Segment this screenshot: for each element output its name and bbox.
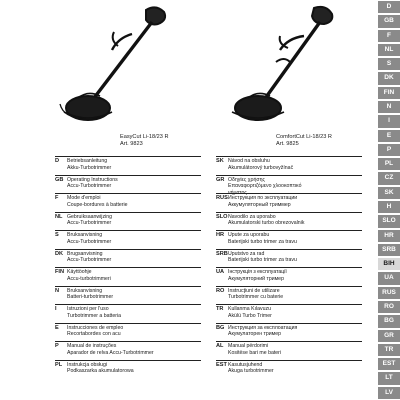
language-tab-f[interactable]: F xyxy=(378,30,400,42)
language-entry xyxy=(216,156,362,175)
language-code: N xyxy=(55,287,60,294)
product-name: EasyCut Li-18/23 R xyxy=(120,134,169,140)
language-code: SRB xyxy=(216,250,228,257)
language-entry xyxy=(216,341,362,360)
product-type: Akumulátorový turbovyžínač xyxy=(228,164,294,171)
product-caption-easycut xyxy=(120,134,169,148)
language-code: DK xyxy=(55,250,64,257)
language-entry xyxy=(55,304,201,323)
language-entry xyxy=(216,360,362,379)
language-entry xyxy=(216,193,362,212)
language-tab-lt[interactable]: LT xyxy=(378,372,400,384)
language-entry xyxy=(55,230,201,249)
language-tab-gr[interactable]: GR xyxy=(378,330,400,342)
language-entry xyxy=(55,341,201,360)
product-type-cont: νήματος xyxy=(228,189,247,196)
manual-title: Manual përdorimi xyxy=(228,343,269,349)
product-type: Recortabordes con acu xyxy=(67,331,121,338)
language-entry xyxy=(55,156,201,175)
language-tab-est[interactable]: EST xyxy=(378,358,400,370)
language-tab-n[interactable]: N xyxy=(378,101,400,113)
language-code: FIN xyxy=(55,269,65,275)
product-type: Акумуляторний тример xyxy=(228,275,284,282)
language-tab-rus[interactable]: RUS xyxy=(378,287,400,299)
manual-title: Manual de instruções xyxy=(67,343,117,349)
product-type: Podkaszarka akumulatorowa xyxy=(67,368,134,375)
language-tab-bg[interactable]: BG xyxy=(378,315,400,327)
language-code: SK xyxy=(216,158,224,164)
language-code: I xyxy=(55,306,57,312)
language-entry xyxy=(216,212,362,231)
manual-title: Betriebsanleitung xyxy=(67,158,108,164)
language-code: BG xyxy=(216,324,225,331)
language-code: EST xyxy=(216,361,227,368)
easycut-trimmer-illustration xyxy=(48,0,208,130)
product-type: Turbotrimmer a batteria xyxy=(67,312,122,319)
language-entry xyxy=(55,360,201,379)
product-type: Accu-Turbotrimmer xyxy=(67,257,112,264)
manual-title: Οδηγίες χρήσης xyxy=(228,176,265,183)
language-tab-d[interactable]: D xyxy=(378,1,400,13)
manual-title: Bruksanvisning xyxy=(67,287,103,294)
manual-title: Kasutusjuhend xyxy=(228,361,263,368)
manual-title: Instrukcja obsługi xyxy=(67,361,108,368)
product-type: Akumulatorski turbo obrezovalnik xyxy=(228,220,305,227)
language-code: PL xyxy=(55,361,63,368)
product-type: Coupe-bordures à batterie xyxy=(67,201,128,208)
manual-title: Mode d'emploi xyxy=(67,195,101,201)
language-tab-ro[interactable]: RO xyxy=(378,301,400,313)
language-code: AL xyxy=(216,343,224,349)
manual-title: Bruksanvisning xyxy=(67,232,103,238)
product-type: Batteri-turbotrimmer xyxy=(67,294,114,301)
language-code: TR xyxy=(216,306,224,312)
manual-title: Návod na obsluhu xyxy=(228,158,270,164)
language-entry xyxy=(216,249,362,268)
language-entry xyxy=(55,212,201,231)
manual-title: Istruzioni per l'uso xyxy=(67,306,109,312)
language-tab-pl[interactable]: PL xyxy=(378,158,400,170)
manual-title: Navodilo za uporabo xyxy=(228,213,276,220)
product-type: Akuga turbotrimmer xyxy=(228,368,274,375)
manual-title: Instrucciones de empleo xyxy=(67,324,124,331)
product-type: Turbotrimmer cu baterie xyxy=(228,294,284,301)
language-entry xyxy=(55,193,201,212)
language-entry xyxy=(55,249,201,268)
language-entry xyxy=(216,267,362,286)
product-type: Аккумуляторный триммер xyxy=(228,201,291,208)
language-code: RUS xyxy=(216,195,228,201)
manual-title: Operating Instructions xyxy=(67,176,118,183)
language-tab-ua[interactable]: UA xyxy=(378,272,400,284)
language-code: HR xyxy=(216,232,225,238)
language-entry xyxy=(216,304,362,323)
language-tab-e[interactable]: E xyxy=(378,130,400,142)
language-tab-cz[interactable]: CZ xyxy=(378,172,400,184)
manual-title: Instrucţiuni de utilizare xyxy=(228,287,280,294)
manual-title: Інструкція з експлуатації xyxy=(228,269,287,275)
manual-title: Uputstvo za rad xyxy=(228,250,265,257)
product-type: Baterijski turbo trimer za travu xyxy=(228,238,297,245)
product-type: Accu-turbotrimmeri xyxy=(67,275,111,282)
product-type: Akku-Turbotrimmer xyxy=(67,164,112,171)
comfortcut-trimmer-illustration xyxy=(214,0,374,130)
product-type: Kositëse bari me bateri xyxy=(228,349,282,356)
language-entry xyxy=(216,286,362,305)
language-tab-gb[interactable]: GB xyxy=(378,15,400,27)
manual-title: Kullanma Kılavuzu xyxy=(228,306,271,312)
manual-title: Upute za uporabu xyxy=(228,232,270,238)
language-list-right xyxy=(216,156,362,378)
product-type: Akülü Turbo Trimer xyxy=(228,312,272,319)
language-code: P xyxy=(55,343,59,349)
product-art-number: Art. 9825 xyxy=(276,141,299,147)
language-code: GB xyxy=(55,176,64,183)
language-tab-slo[interactable]: SLO xyxy=(378,215,400,227)
language-tab-strip xyxy=(378,0,400,400)
manual-title: Käyttöohje xyxy=(67,269,92,275)
language-list-left xyxy=(55,156,201,378)
language-code: S xyxy=(55,232,59,238)
language-entry xyxy=(216,230,362,249)
language-tab-h[interactable]: H xyxy=(378,201,400,213)
manual-title: Инструкция по эксплуатации xyxy=(228,195,298,201)
language-tab-s[interactable]: S xyxy=(378,58,400,70)
manual-title: Brugsanvisning xyxy=(67,250,103,257)
language-tab-fin[interactable]: FIN xyxy=(378,87,400,99)
product-type: Aparador de relva Accu-Turbotrimmer xyxy=(67,349,154,356)
language-tab-i[interactable]: I xyxy=(378,115,400,127)
product-type: Accu-Turbotrimmer xyxy=(67,238,112,245)
language-code: RO xyxy=(216,287,225,294)
language-tab-nl[interactable]: NL xyxy=(378,44,400,56)
product-type: Акумулаторен тример xyxy=(228,331,281,338)
language-entry xyxy=(55,267,201,286)
product-caption-comfortcut xyxy=(276,134,332,148)
language-tab-lv[interactable]: LV xyxy=(378,387,400,399)
language-entry xyxy=(55,286,201,305)
language-entry xyxy=(216,323,362,342)
product-art-number: Art. 9823 xyxy=(120,141,143,147)
language-entry xyxy=(216,175,362,194)
language-entry xyxy=(55,175,201,194)
language-tab-srb[interactable]: SRB xyxy=(378,244,400,256)
product-type: Accu-Turbotrimmer xyxy=(67,183,112,190)
language-entry xyxy=(55,323,201,342)
product-type: Baterijski turbo trimer za travu xyxy=(228,257,297,264)
manual-title: Инструкция за експлоатация xyxy=(228,324,298,331)
product-type: Accu-Turbotrimmer xyxy=(67,220,112,227)
product-name: ComfortCut Li-18/23 R xyxy=(276,134,332,140)
language-tab-tr[interactable]: TR xyxy=(378,344,400,356)
language-tab-bih[interactable]: BIH xyxy=(378,258,400,270)
language-code: SLO xyxy=(216,213,228,220)
language-code: E xyxy=(55,324,59,331)
manual-title: Gebruiksaanwijzing xyxy=(67,213,112,220)
language-tab-dk[interactable]: DK xyxy=(378,72,400,84)
language-tab-hr[interactable]: HR xyxy=(378,230,400,242)
language-code: F xyxy=(55,195,59,201)
language-code: D xyxy=(55,158,60,164)
language-tab-p[interactable]: P xyxy=(378,144,400,156)
language-code: GR xyxy=(216,176,225,183)
language-tab-sk[interactable]: SK xyxy=(378,187,400,199)
language-code: NL xyxy=(55,213,63,220)
product-type: Επαναφορτιζόμενο χλοοκοπτικό xyxy=(228,183,302,190)
language-code: UA xyxy=(216,269,225,275)
